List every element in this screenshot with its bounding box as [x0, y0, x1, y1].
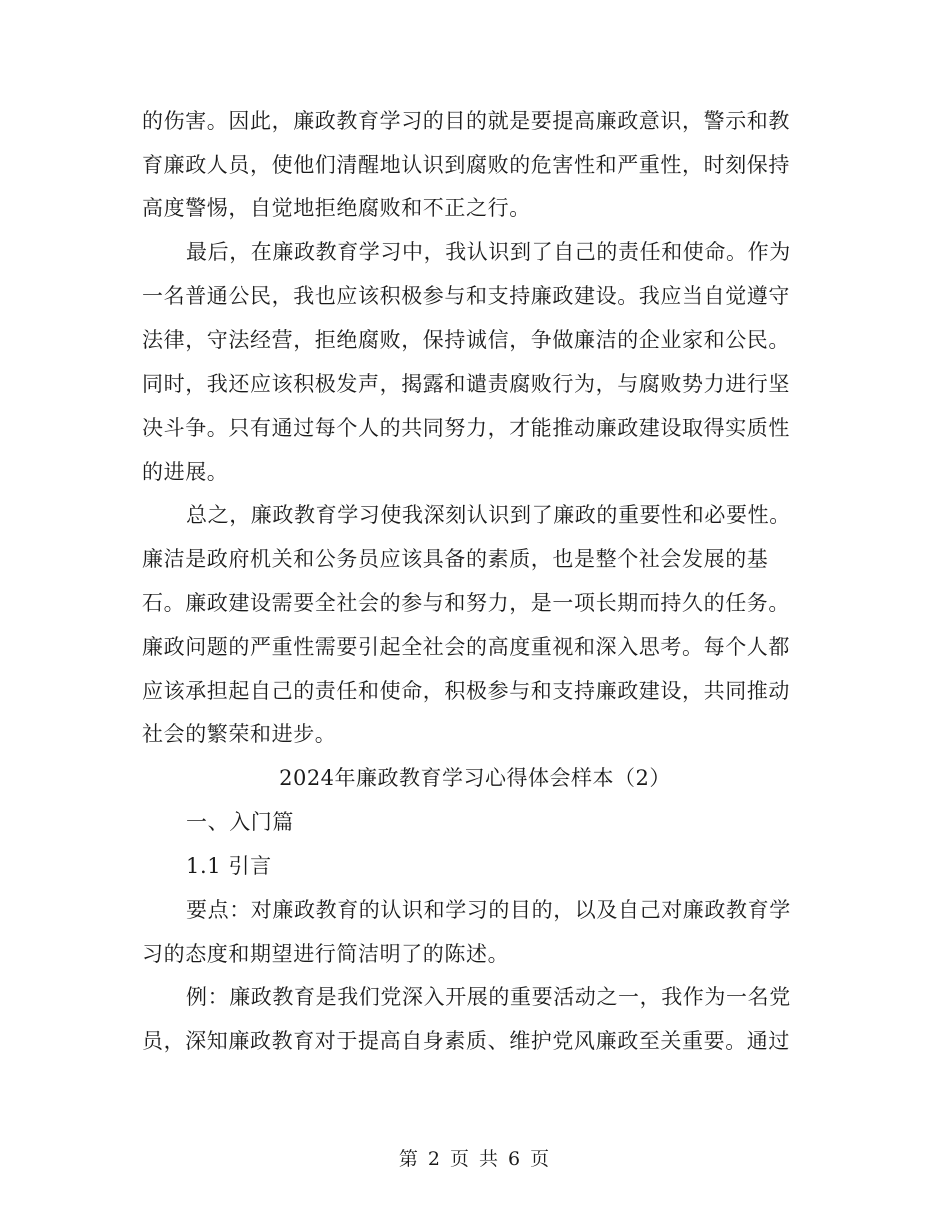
paragraph-line: 应该承担起自己的责任和使命，积极参与和支持廉政建设，共同推动 [142, 679, 790, 703]
paragraph-line: 要点：对廉政教育的认识和学习的目的，以及自己对廉政教育学 [186, 898, 791, 922]
paragraph-line: 高度警惕，自觉地拒绝腐败和不正之行。 [142, 196, 531, 220]
paragraph-line: 同时，我还应该积极发声，揭露和谴责腐败行为，与腐败势力进行坚 [142, 372, 790, 396]
paragraph-line: 的进展。 [142, 460, 229, 484]
paragraph-line: 例：廉政教育是我们党深入开展的重要活动之一，我作为一名党 [186, 985, 791, 1009]
paragraph-line: 廉洁是政府机关和公务员应该具备的素质，也是整个社会发展的基 [142, 547, 769, 571]
paragraph-line: 石。廉政建设需要全社会的参与和努力，是一项长期而持久的任务。 [142, 591, 790, 615]
heading-level-1: 一、入门篇 [186, 810, 294, 834]
paragraph-line: 的伤害。因此，廉政教育学习的目的就是要提高廉政意识，警示和教 [142, 109, 790, 133]
paragraph-line: 育廉政人员，使他们清醒地认识到腐败的危害性和严重性，时刻保持 [142, 153, 790, 177]
heading-level-2: 1.1 引言 [186, 854, 272, 878]
paragraph-line: 习的态度和期望进行简洁明了的陈述。 [142, 942, 510, 966]
paragraph-line: 决斗争。只有通过每个人的共同努力，才能推动廉政建设取得实质性 [142, 416, 790, 440]
paragraph-line: 廉政问题的严重性需要引起全社会的高度重视和深入思考。每个人都 [142, 635, 790, 659]
paragraph-line: 社会的繁荣和进步。 [142, 722, 337, 746]
paragraph-line: 一名普通公民，我也应该积极参与和支持廉政建设。我应当自觉遵守 [142, 284, 790, 308]
paragraph-line: 总之，廉政教育学习使我深刻认识到了廉政的重要性和必要性。 [186, 503, 791, 527]
page-number-footer: 第 2 页 共 6 页 [398, 1148, 552, 1170]
paragraph-line: 员，深知廉政教育对于提高自身素质、维护党风廉政至关重要。通过 [142, 1029, 790, 1053]
section-title: 2024年廉政教育学习心得体会样本（2） [279, 766, 671, 790]
paragraph-line: 法律，守法经营，拒绝腐败，保持诚信，争做廉洁的企业家和公民。 [142, 328, 790, 352]
paragraph-line: 最后，在廉政教育学习中，我认识到了自己的责任和使命。作为 [186, 240, 791, 264]
